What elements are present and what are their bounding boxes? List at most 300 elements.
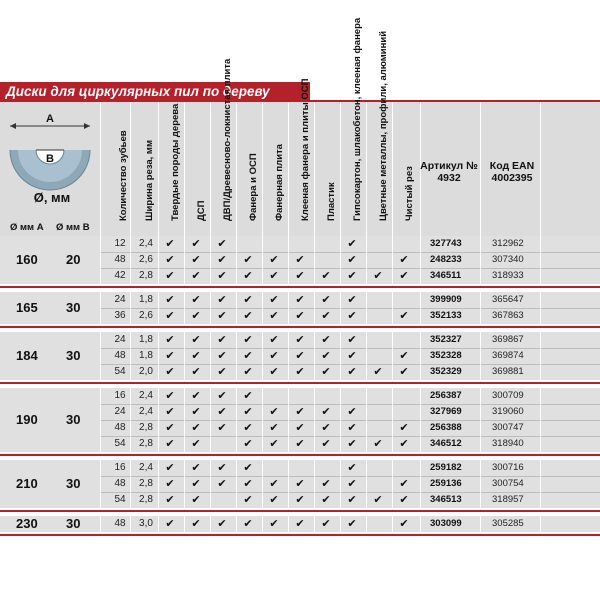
- row-divider: [100, 268, 600, 269]
- diameter-a-value: 184: [16, 348, 38, 363]
- check-icon: ✔: [217, 254, 227, 266]
- teeth-count: 48: [114, 350, 126, 361]
- article-number: 256387: [430, 390, 462, 401]
- column-divider: [210, 388, 211, 452]
- table-row: [0, 364, 600, 380]
- ean-code: 312962: [492, 238, 524, 249]
- check-icon: ✔: [347, 366, 357, 378]
- column-divider: [392, 292, 393, 324]
- check-icon: ✔: [165, 494, 175, 506]
- check-icon: ✔: [165, 390, 175, 402]
- check-icon: ✔: [321, 310, 331, 322]
- column-divider: [210, 460, 211, 508]
- teeth-count: 12: [114, 238, 126, 249]
- column-divider: [184, 460, 185, 508]
- header-clean: [396, 104, 422, 232]
- check-icon: ✔: [399, 350, 409, 362]
- check-icon: ✔: [243, 406, 253, 418]
- check-icon: ✔: [269, 518, 279, 530]
- check-icon: ✔: [321, 422, 331, 434]
- check-icon: ✔: [373, 438, 383, 450]
- kerf-width: 2,6: [139, 310, 153, 321]
- check-icon: ✔: [191, 310, 201, 322]
- ean-code: 369874: [492, 350, 524, 361]
- teeth-count: 48: [114, 518, 126, 529]
- check-icon: ✔: [295, 518, 305, 530]
- article-number: 248233: [430, 254, 462, 265]
- check-icon: ✔: [321, 270, 331, 282]
- check-icon: ✔: [347, 438, 357, 450]
- diameter-a-value: 230: [16, 516, 38, 531]
- check-icon: ✔: [191, 422, 201, 434]
- check-icon: ✔: [321, 438, 331, 450]
- column-divider: [314, 388, 315, 452]
- table-row: [0, 420, 600, 436]
- check-icon: ✔: [321, 350, 331, 362]
- column-divider: [480, 460, 481, 508]
- header-veneer-label: Фанерная плита: [274, 144, 285, 221]
- check-icon: ✔: [217, 238, 227, 250]
- column-divider: [288, 332, 289, 380]
- column-divider: [158, 236, 159, 284]
- article-number: 327743: [430, 238, 462, 249]
- kerf-width: 2,8: [139, 422, 153, 433]
- article-number: 256388: [430, 422, 462, 433]
- check-icon: ✔: [217, 422, 227, 434]
- check-icon: ✔: [347, 350, 357, 362]
- label-b: B: [46, 153, 54, 165]
- check-icon: ✔: [399, 270, 409, 282]
- check-icon: ✔: [269, 422, 279, 434]
- column-divider: [130, 292, 131, 324]
- label-diameter: Ø, мм: [33, 190, 71, 205]
- check-icon: ✔: [347, 478, 357, 490]
- teeth-count: 42: [114, 270, 126, 281]
- column-divider: [340, 460, 341, 508]
- size-group: [0, 460, 600, 508]
- column-divider: [314, 332, 315, 380]
- column-divider: [540, 332, 541, 380]
- group-separator: [0, 510, 600, 512]
- column-divider: [366, 236, 367, 284]
- check-icon: ✔: [165, 478, 175, 490]
- check-icon: ✔: [399, 254, 409, 266]
- column-divider: [236, 332, 237, 380]
- teeth-count: 16: [114, 390, 126, 401]
- check-icon: ✔: [347, 518, 357, 530]
- column-divider: [540, 236, 541, 284]
- column-divider: [210, 332, 211, 380]
- column-divider: [158, 292, 159, 324]
- check-icon: ✔: [165, 334, 175, 346]
- check-icon: ✔: [243, 422, 253, 434]
- check-icon: ✔: [217, 310, 227, 322]
- header-glued-label: Клееная фанера и плиты ОСП: [300, 78, 311, 221]
- ean-code: 300754: [492, 478, 524, 489]
- header-fiberboard: [214, 58, 240, 232]
- column-divider: [288, 460, 289, 508]
- column-divider: [420, 460, 421, 508]
- ean-code: 318957: [492, 494, 524, 505]
- row-divider: [100, 364, 600, 365]
- ean-code: 307340: [492, 254, 524, 265]
- column-divider: [366, 516, 367, 532]
- table-row: [0, 268, 600, 284]
- kerf-width: 1,8: [139, 294, 153, 305]
- header-kerf-label: Ширина реза, мм: [144, 140, 155, 221]
- check-icon: ✔: [165, 438, 175, 450]
- column-divider: [314, 292, 315, 324]
- column-divider: [130, 388, 131, 452]
- check-icon: ✔: [399, 366, 409, 378]
- check-icon: ✔: [191, 390, 201, 402]
- row-divider: [100, 436, 600, 437]
- check-icon: ✔: [399, 438, 409, 450]
- table-row: [0, 236, 600, 252]
- column-divider: [420, 236, 421, 284]
- check-icon: ✔: [217, 462, 227, 474]
- column-divider: [392, 236, 393, 284]
- check-icon: ✔: [269, 350, 279, 362]
- header-chipboard: [188, 104, 214, 232]
- check-icon: ✔: [191, 270, 201, 282]
- teeth-count: 24: [114, 334, 126, 345]
- header-glued: [292, 78, 318, 232]
- kerf-width: 2,8: [139, 478, 153, 489]
- article-number: 352328: [430, 350, 462, 361]
- group-separator: [0, 286, 600, 288]
- teeth-count: 48: [114, 422, 126, 433]
- check-icon: ✔: [399, 310, 409, 322]
- check-icon: ✔: [243, 494, 253, 506]
- check-icon: ✔: [269, 406, 279, 418]
- check-icon: ✔: [295, 422, 305, 434]
- teeth-count: 54: [114, 366, 126, 377]
- table-row: [0, 292, 600, 308]
- column-divider: [540, 516, 541, 532]
- check-icon: ✔: [295, 294, 305, 306]
- check-icon: ✔: [321, 494, 331, 506]
- table-row: [0, 332, 600, 348]
- check-icon: ✔: [295, 310, 305, 322]
- check-icon: ✔: [165, 366, 175, 378]
- check-icon: ✔: [295, 334, 305, 346]
- kerf-width: 2,4: [139, 390, 153, 401]
- check-icon: ✔: [321, 334, 331, 346]
- kerf-width: 1,8: [139, 334, 153, 345]
- check-icon: ✔: [269, 438, 279, 450]
- table-row: [0, 252, 600, 268]
- size-group: [0, 332, 600, 380]
- column-divider: [130, 332, 131, 380]
- column-divider: [540, 292, 541, 324]
- column-divider: [184, 236, 185, 284]
- table-row: [0, 308, 600, 324]
- column-divider: [184, 516, 185, 532]
- row-divider: [100, 404, 600, 405]
- diameter-a-value: 210: [16, 476, 38, 491]
- check-icon: ✔: [191, 350, 201, 362]
- table-row: [0, 516, 600, 532]
- check-icon: ✔: [191, 518, 201, 530]
- check-icon: ✔: [165, 238, 175, 250]
- table-row: [0, 460, 600, 476]
- column-divider: [392, 332, 393, 380]
- header-gypsum: [344, 17, 370, 232]
- column-divider: [236, 292, 237, 324]
- column-divider: [100, 292, 101, 324]
- column-divider: [288, 388, 289, 452]
- header-diameter-b: Ø мм B: [56, 222, 90, 233]
- check-icon: ✔: [269, 254, 279, 266]
- check-icon: ✔: [243, 294, 253, 306]
- header-plastic: [318, 104, 344, 232]
- check-icon: ✔: [243, 334, 253, 346]
- check-icon: ✔: [347, 462, 357, 474]
- check-icon: ✔: [191, 462, 201, 474]
- column-divider: [392, 516, 393, 532]
- size-group: [0, 516, 600, 532]
- row-divider: [100, 492, 600, 493]
- check-icon: ✔: [373, 366, 383, 378]
- check-icon: ✔: [243, 270, 253, 282]
- check-icon: ✔: [269, 270, 279, 282]
- check-icon: ✔: [269, 478, 279, 490]
- teeth-count: 24: [114, 406, 126, 417]
- header-metals-label: Цветные металлы, профили, алюминий: [378, 30, 389, 221]
- header-kerf: [136, 104, 162, 232]
- check-icon: ✔: [191, 478, 201, 490]
- diameter-a-value: 190: [16, 412, 38, 427]
- group-separator: [0, 534, 600, 536]
- ean-code: 367863: [492, 310, 524, 321]
- column-divider: [236, 516, 237, 532]
- check-icon: ✔: [165, 310, 175, 322]
- column-divider: [236, 388, 237, 452]
- header-veneer: [266, 104, 292, 232]
- column-divider: [540, 388, 541, 452]
- kerf-width: 2,8: [139, 494, 153, 505]
- column-divider: [366, 292, 367, 324]
- ean-code: 318933: [492, 270, 524, 281]
- header-diameter-a: Ø мм A: [10, 222, 44, 233]
- header-column-divider: [540, 102, 541, 236]
- row-divider: [100, 420, 600, 421]
- column-divider: [392, 388, 393, 452]
- ean-code: 300709: [492, 390, 524, 401]
- column-divider: [130, 516, 131, 532]
- check-icon: ✔: [191, 238, 201, 250]
- check-icon: ✔: [165, 422, 175, 434]
- check-icon: ✔: [217, 406, 227, 418]
- group-separator: [0, 382, 600, 384]
- kerf-width: 2,8: [139, 270, 153, 281]
- column-divider: [184, 292, 185, 324]
- column-divider: [366, 332, 367, 380]
- column-divider: [480, 388, 481, 452]
- header-hardwood: [162, 104, 188, 232]
- column-divider: [130, 236, 131, 284]
- ean-code: 318940: [492, 438, 524, 449]
- kerf-width: 2,6: [139, 254, 153, 265]
- kerf-width: 2,0: [139, 366, 153, 377]
- check-icon: ✔: [347, 422, 357, 434]
- check-icon: ✔: [217, 366, 227, 378]
- column-divider: [158, 516, 159, 532]
- ean-code: 300747: [492, 422, 524, 433]
- column-divider: [100, 236, 101, 284]
- header-clean-label: Чистый рез: [404, 166, 415, 221]
- teeth-count: 54: [114, 494, 126, 505]
- check-icon: ✔: [217, 390, 227, 402]
- column-divider: [158, 460, 159, 508]
- diameter-b-value: 20: [66, 252, 81, 267]
- check-icon: ✔: [295, 494, 305, 506]
- column-divider: [236, 236, 237, 284]
- column-divider: [480, 292, 481, 324]
- table-row: [0, 388, 600, 404]
- column-divider: [184, 332, 185, 380]
- check-icon: ✔: [217, 478, 227, 490]
- check-icon: ✔: [165, 462, 175, 474]
- column-divider: [340, 292, 341, 324]
- diameter-b-value: 30: [66, 476, 81, 491]
- article-number: 346512: [430, 438, 462, 449]
- check-icon: ✔: [347, 254, 357, 266]
- check-icon: ✔: [243, 518, 253, 530]
- check-icon: ✔: [373, 494, 383, 506]
- check-icon: ✔: [347, 310, 357, 322]
- check-icon: ✔: [217, 518, 227, 530]
- table-row: [0, 404, 600, 420]
- check-icon: ✔: [321, 406, 331, 418]
- check-icon: ✔: [217, 350, 227, 362]
- teeth-count: 16: [114, 462, 126, 473]
- check-icon: ✔: [399, 494, 409, 506]
- check-icon: ✔: [243, 390, 253, 402]
- header-fiberboard-label: ДВП/Древесново-локнистая плита: [222, 58, 233, 221]
- column-divider: [314, 236, 315, 284]
- check-icon: ✔: [347, 406, 357, 418]
- table-row: [0, 436, 600, 452]
- check-icon: ✔: [373, 270, 383, 282]
- article-number: 346511: [430, 270, 462, 281]
- check-icon: ✔: [191, 406, 201, 418]
- check-icon: ✔: [295, 254, 305, 266]
- header-metals: [370, 30, 396, 232]
- kerf-width: 2,4: [139, 462, 153, 473]
- teeth-count: 48: [114, 478, 126, 489]
- column-divider: [366, 460, 367, 508]
- column-divider: [480, 516, 481, 532]
- check-icon: ✔: [321, 478, 331, 490]
- check-icon: ✔: [243, 438, 253, 450]
- header-plastic-label: Пластик: [326, 182, 337, 221]
- diameter-a-value: 160: [16, 252, 38, 267]
- column-divider: [262, 460, 263, 508]
- check-icon: ✔: [165, 294, 175, 306]
- check-icon: ✔: [295, 350, 305, 362]
- column-divider: [314, 516, 315, 532]
- check-icon: ✔: [243, 254, 253, 266]
- column-divider: [480, 332, 481, 380]
- check-icon: ✔: [165, 270, 175, 282]
- kerf-width: 2,4: [139, 238, 153, 249]
- ean-code: 365647: [492, 294, 524, 305]
- header-chipboard-label: ДСП: [196, 200, 207, 221]
- article-number: 399909: [430, 294, 462, 305]
- column-divider: [100, 516, 101, 532]
- check-icon: ✔: [191, 494, 201, 506]
- row-divider: [100, 348, 600, 349]
- diameter-b-value: 30: [66, 412, 81, 427]
- header-teeth-label: Количество зубьев: [118, 130, 129, 221]
- ean-code: 319060: [492, 406, 524, 417]
- size-group: [0, 292, 600, 324]
- column-divider: [210, 236, 211, 284]
- column-divider: [100, 388, 101, 452]
- column-divider: [210, 516, 211, 532]
- check-icon: ✔: [217, 294, 227, 306]
- table-row: [0, 348, 600, 364]
- check-icon: ✔: [217, 334, 227, 346]
- check-icon: ✔: [295, 478, 305, 490]
- check-icon: ✔: [321, 366, 331, 378]
- column-divider: [130, 460, 131, 508]
- kerf-width: 1,8: [139, 350, 153, 361]
- teeth-count: 36: [114, 310, 126, 321]
- ean-code: 300716: [492, 462, 524, 473]
- check-icon: ✔: [295, 366, 305, 378]
- column-divider: [340, 516, 341, 532]
- check-icon: ✔: [269, 310, 279, 322]
- check-icon: ✔: [321, 294, 331, 306]
- article-number: 346513: [430, 494, 462, 505]
- column-divider: [262, 236, 263, 284]
- article-number: 303099: [430, 518, 462, 529]
- article-number: 352329: [430, 366, 462, 377]
- check-icon: ✔: [295, 270, 305, 282]
- group-separator: [0, 454, 600, 456]
- column-divider: [184, 388, 185, 452]
- column-divider: [340, 236, 341, 284]
- header-gypsum-label: Гипсокартон, шлакобетон, клееная фанера: [352, 17, 363, 221]
- check-icon: ✔: [217, 270, 227, 282]
- row-divider: [100, 308, 600, 309]
- column-divider: [100, 332, 101, 380]
- check-icon: ✔: [269, 334, 279, 346]
- diameter-b-value: 30: [66, 516, 81, 531]
- table-row: [0, 476, 600, 492]
- column-divider: [340, 388, 341, 452]
- article-number: 352133: [430, 310, 462, 321]
- column-divider: [420, 292, 421, 324]
- check-icon: ✔: [243, 366, 253, 378]
- ean-code: 305285: [492, 518, 524, 529]
- check-icon: ✔: [321, 518, 331, 530]
- check-icon: ✔: [191, 438, 201, 450]
- check-icon: ✔: [295, 438, 305, 450]
- column-divider: [480, 236, 481, 284]
- kerf-width: 2,8: [139, 438, 153, 449]
- column-divider: [420, 388, 421, 452]
- ean-code: 369881: [492, 366, 524, 377]
- column-divider: [366, 388, 367, 452]
- check-icon: ✔: [165, 406, 175, 418]
- kerf-width: 2,4: [139, 406, 153, 417]
- size-group: [0, 388, 600, 452]
- label-a: A: [46, 113, 54, 125]
